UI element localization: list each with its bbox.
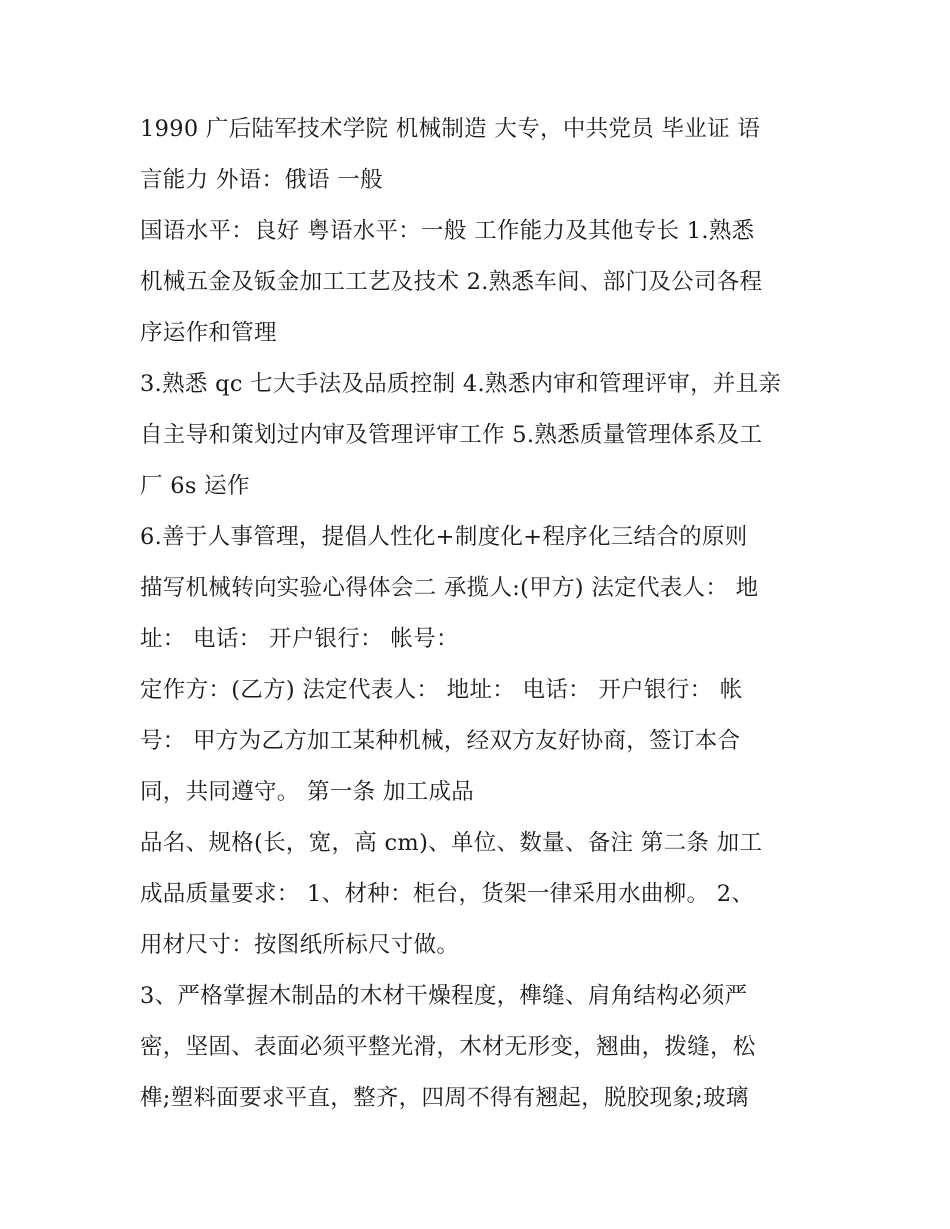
text-line: 3.熟悉 qc 七大手法及品质控制 4.熟悉内审和管理评审，并且亲 — [140, 371, 782, 397]
text-line: 序运作和管理 — [140, 320, 277, 346]
text-line: 机械五金及钣金加工工艺及技术 2.熟悉车间、部门及公司各程 — [140, 269, 763, 295]
text-line: 6.善于人事管理，提倡人性化+制度化+程序化三结合的原则 — [140, 524, 748, 550]
text-line: 品名、规格(长，宽，高 cm)、单位、数量、备注 第二条 加工 — [140, 830, 763, 856]
text-line: 厂 6s 运作 — [140, 473, 250, 499]
text-line: 用材尺寸：按图纸所标尺寸做。 — [140, 932, 460, 958]
text-line: 榫;塑料面要求平直，整齐，四周不得有翘起，脱胶现象;玻璃 — [140, 1085, 749, 1111]
text-line: 自主导和策划过内审及管理评审工作 5.熟悉质量管理体系及工 — [140, 422, 763, 448]
text-line: 号： 甲方为乙方加工某种机械，经双方友好协商，签订本合 — [140, 728, 741, 754]
text-line: 成品质量要求： 1、材种：柜台，货架一律采用水曲柳。 2、 — [140, 881, 755, 907]
document-body — [140, 104, 820, 1124]
text-line: 密，坚固、表面必须平整光滑，木材无形变，翘曲，拨缝，松 — [140, 1034, 756, 1060]
text-line: 址： 电话： 开户银行： 帐号： — [140, 626, 459, 652]
text-line: 国语水平：良好 粤语水平：一般 工作能力及其他专长 1.熟悉 — [140, 218, 755, 244]
text-line: 3、严格掌握木制品的木材干燥程度，榫缝、肩角结构必须严 — [140, 983, 748, 1009]
text-line: 同，共同遵守。 第一条 加工成品 — [140, 779, 475, 805]
text-line: 描写机械转向实验心得体会二 承揽人:(甲方) 法定代表人： 地 — [140, 575, 759, 601]
text-line: 1990 广后陆军技术学院 机械制造 大专，中共党员 毕业证 语 — [140, 116, 761, 142]
text-line: 言能力 外语：俄语 一般 — [140, 167, 383, 193]
text-line: 定作方：(乙方) 法定代表人： 地址： 电话： 开户银行： 帐 — [140, 677, 743, 703]
